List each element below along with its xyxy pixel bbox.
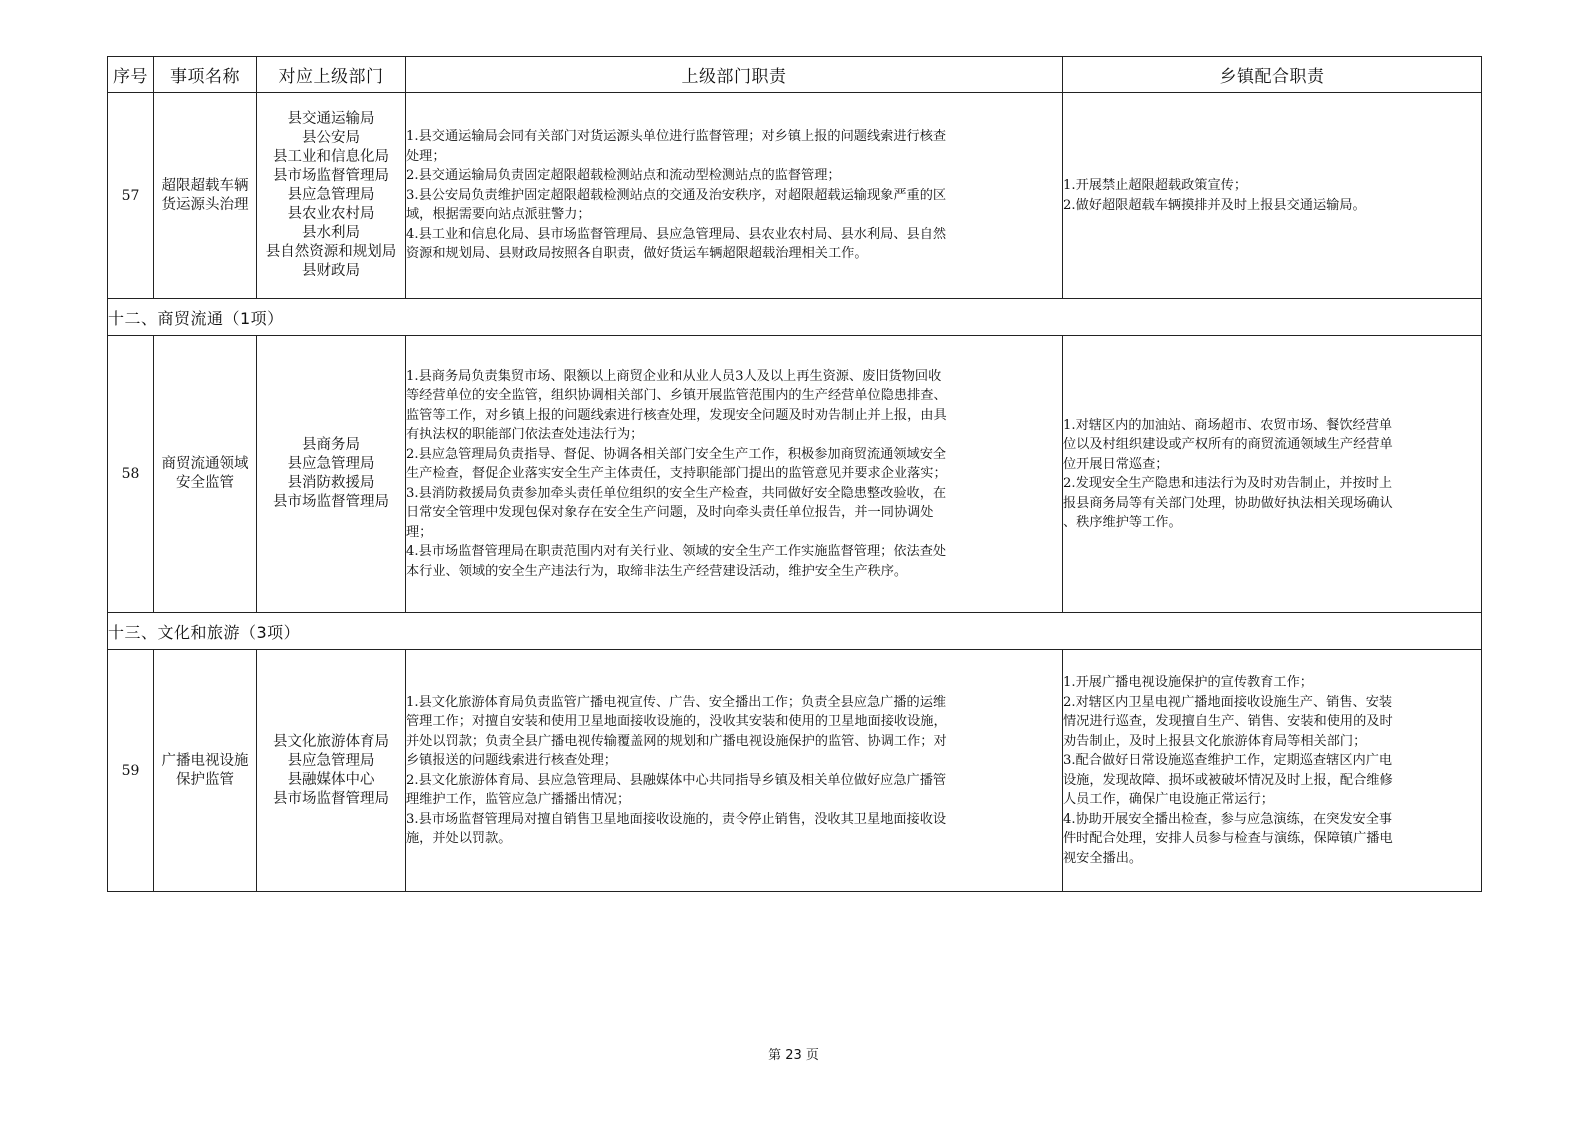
text-line: 等经营单位的安全监管，组织协调相关部门、乡镇开展监管范围内的生产经营单位隐患排查、	[406, 388, 947, 404]
text-line: 3.县公安局负责维护固定超限超载检测站点的交通及治安秩序，对超限超载运输现象严重的区	[406, 187, 947, 203]
upper-duties	[406, 93, 1063, 299]
item-name	[154, 650, 257, 892]
town-duties	[1063, 336, 1482, 613]
header-item-name: 事项名称	[154, 57, 257, 93]
text-line: 监管等工作，对乡镇上报的问题线索进行核查处理，发现安全问题及时劝告制止并上报，由具	[406, 407, 947, 423]
text-line: 保护监管	[176, 771, 234, 788]
text-line: 货运源头治理	[161, 196, 249, 213]
text-line: 广播电视设施	[161, 752, 249, 769]
text-line: 县市场监督管理局	[273, 790, 389, 807]
text-line: 超限超载车辆	[161, 177, 249, 194]
text-line: 本行业、领域的安全生产违法行为，取缔非法生产经营建设活动，维护安全生产秩序。	[406, 563, 908, 579]
text-line: 县水利局	[302, 225, 360, 241]
town-duties	[1063, 650, 1482, 892]
text-line: 视安全播出。	[1063, 850, 1143, 866]
text-line: 设施，发现故障、损坏或被破坏情况及时上报，配合维修	[1063, 772, 1393, 788]
text-line: 乡镇报送的问题线索进行核查处理；	[406, 753, 617, 768]
text-line: 县应急管理局	[287, 187, 375, 203]
text-line: 3.县市场监督管理局对擅自销售卫星地面接收设施的，责令停止销售，没收其卫星地面接收设	[406, 811, 947, 827]
text-line: 1.对辖区内的加油站、商场超市、农贸市场、餐饮经营单	[1063, 417, 1393, 433]
text-line: 资源和规划局、县财政局按照各自职责，做好货运车辆超限超载治理相关工作。	[406, 246, 868, 262]
text-line: 件时配合处理，安排人员参与检查与演练，保障镇广播电	[1063, 831, 1393, 846]
header-town-duties: 乡镇配合职责	[1063, 57, 1482, 93]
text-line: 县公安局	[302, 130, 360, 146]
text-line: 县消防救援局	[287, 475, 375, 491]
text-line: 理；	[406, 524, 433, 540]
text-line: 县应急管理局	[287, 456, 375, 472]
text-line: 处理；	[406, 148, 446, 164]
text-line: 1.县商务局负责集贸市场、限额以上商贸企业和从业人员3人及以上再生资源、废旧货物回收	[406, 368, 942, 384]
section-title: 十三、文化和旅游（3项）	[108, 613, 1482, 650]
text-line: 县农业农村局	[287, 206, 375, 222]
text-line: 安全监管	[176, 475, 234, 491]
item-number: 57	[108, 93, 154, 299]
text-line: 域，根据需要向站点派驻警力；	[406, 207, 591, 223]
text-line: 2.做好超限超载车辆摸排并及时上报县交通运输局。	[1063, 197, 1366, 213]
item-number: 59	[108, 650, 154, 892]
upper-duties	[406, 336, 1063, 613]
text-line: 3.县消防救援局负责参加牵头责任单位组织的安全生产检查，共同做好安全隐患整改验收，在	[406, 485, 947, 501]
text-line: 2.对辖区内卫星电视广播地面接收设施生产、销售、安装	[1063, 694, 1393, 710]
text-line: 理维护工作，监管应急广播播出情况；	[406, 792, 631, 807]
item-name	[154, 93, 257, 299]
text-line: 、秩序维护等工作。	[1063, 515, 1182, 530]
text-line: 1.开展禁止超限超载政策宣传；	[1063, 178, 1248, 193]
text-line: 报县商务局等有关部门处理，协助做好执法相关现场确认	[1063, 495, 1393, 511]
header-upper-duties: 上级部门职责	[406, 57, 1063, 93]
item-name	[154, 336, 257, 613]
text-line: 并处以罚款；负责全县广播电视传输覆盖网的规划和广播电视设施保护的监管、协调工作；对	[406, 733, 947, 749]
text-line: 生产检查，督促企业落实安全生产主体责任，支持职能部门提出的监管意见并要求企业落实；	[406, 466, 947, 482]
text-line: 商贸流通领域	[161, 456, 249, 472]
text-line: 1.开展广播电视设施保护的宣传教育工作；	[1063, 675, 1313, 690]
upper-departments	[257, 93, 406, 299]
text-line: 有执法权的职能部门依法查处违法行为；	[406, 427, 644, 443]
text-line: 2.县应急管理局负责指导、督促、协调各相关部门安全生产工作，积极参加商贸流通领域安全	[406, 446, 947, 462]
text-line: 县交通运输局	[287, 111, 375, 127]
text-line: 2.县文化旅游体育局、县应急管理局、县融媒体中心共同指导乡镇及相关单位做好应急广播管	[406, 772, 947, 788]
item-number: 58	[108, 336, 154, 613]
text-line: 4.县工业和信息化局、县市场监督管理局、县应急管理局、县农业农村局、县水利局、县自然	[406, 226, 947, 242]
upper-duties	[406, 650, 1063, 892]
text-line: 县市场监督管理局	[273, 494, 389, 510]
text-line: 劝告制止，及时上报县文化旅游体育局等相关部门；	[1063, 733, 1367, 749]
table-body	[108, 93, 1482, 892]
text-line: 县商务局	[302, 437, 360, 453]
table-row	[108, 93, 1482, 299]
text-line: 县应急管理局	[287, 752, 375, 769]
text-line: 县融媒体中心	[287, 771, 375, 788]
text-line: 4.县市场监督管理局在职责范围内对有关行业、领域的安全生产工作实施监督管理；依法查处	[406, 544, 947, 560]
upper-departments	[257, 650, 406, 892]
text-line: 位开展日常巡查；	[1063, 456, 1169, 472]
text-line: 县市场监督管理局	[273, 168, 389, 184]
text-line: 3.配合做好日常设施巡查维护工作，定期巡查辖区内广电	[1063, 753, 1393, 768]
text-line: 1.县文化旅游体育局负责监管广播电视宣传、广告、安全播出工作；负责全县应急广播的运维	[406, 694, 947, 710]
text-line: 2.县交通运输局负责固定超限超载检测站点和流动型检测站点的监督管理；	[406, 168, 841, 184]
text-line: 管理工作；对擅自安装和使用卫星地面接收设施的，没收其安装和使用的卫星地面接收设施，	[406, 714, 947, 729]
section-row	[108, 613, 1482, 650]
section-title: 十二、商贸流通（1项）	[108, 299, 1482, 336]
text-line: 2.发现安全生产隐患和违法行为及时劝告制止，并按时上	[1063, 476, 1393, 491]
section-row	[108, 299, 1482, 336]
table-row	[108, 336, 1482, 613]
text-line: 日常安全管理中发现包保对象存在安全生产问题，及时向牵头责任单位报告，并一同协调处	[406, 505, 934, 521]
header-num: 序号	[108, 57, 154, 93]
text-line: 施，并处以罚款。	[406, 831, 512, 846]
responsibility-table	[107, 56, 1482, 892]
text-line: 县自然资源和规划局	[265, 244, 397, 260]
table-header-row	[108, 57, 1482, 93]
text-line: 县财政局	[302, 263, 360, 279]
upper-departments	[257, 336, 406, 613]
text-line: 县文化旅游体育局	[273, 733, 389, 750]
town-duties	[1063, 93, 1482, 299]
text-line: 1.县交通运输局会同有关部门对货运源头单位进行监督管理；对乡镇上报的问题线索进行核查	[406, 129, 947, 145]
page-number: 第 23 页	[768, 1048, 819, 1063]
text-line: 4.协助开展安全播出检查，参与应急演练，在突发安全事	[1063, 811, 1393, 827]
text-line: 县工业和信息化局	[273, 149, 389, 165]
text-line: 位以及村组织建设或产权所有的商贸流通领域生产经营单	[1063, 437, 1393, 452]
text-line: 情况进行巡查，发现擅自生产、销售、安装和使用的及时	[1063, 714, 1393, 729]
text-line: 人员工作，确保广电设施正常运行；	[1063, 792, 1274, 807]
header-upper-departments: 对应上级部门	[257, 57, 406, 93]
table-row	[108, 650, 1482, 892]
